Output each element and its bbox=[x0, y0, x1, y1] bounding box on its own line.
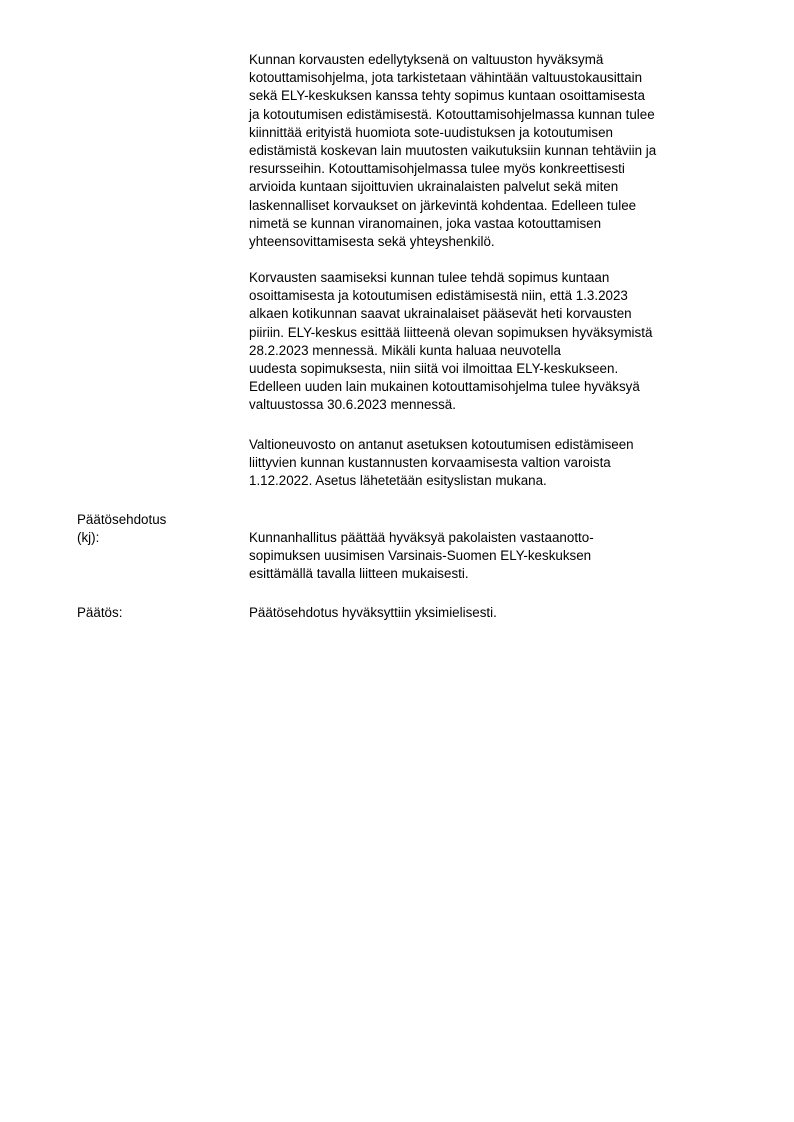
proposal-label-line: (kj): bbox=[77, 530, 100, 546]
proposal-text bbox=[249, 529, 749, 584]
text-line: kotouttamisohjelma, jota tarkistetaan vähintään valtuustokausittain bbox=[249, 70, 643, 86]
text-line: edistämistä koskevan lain muutosten vaikutuksiin kunnan tehtäviin ja bbox=[249, 143, 657, 159]
decision-label-text: Päätös: bbox=[77, 605, 123, 620]
text-line: kiinnittää erityistä huomiota sote-uudistuksen ja kotoutumisen bbox=[249, 124, 613, 140]
text-line: piiriin. ELY-keskus esittää liitteenä olevan sopimuksen hyväksymistä bbox=[249, 324, 653, 340]
text-line: uudesta sopimuksesta, niin siitä voi ilmoittaa ELY-keskukseen. bbox=[249, 361, 619, 377]
body-paragraph-compensation-conditions bbox=[249, 51, 749, 251]
decision-text bbox=[249, 604, 749, 622]
text-line: Kunnanhallitus päättää hyväksyä pakolaisten vastaanotto- bbox=[249, 530, 594, 545]
text-line: laskennalliset korvaukset on järkevintä kohdentaa. Edelleen tulee bbox=[249, 197, 637, 213]
text-line: Kunnan korvausten edellytyksenä on valtuuston hyväksymä bbox=[249, 52, 604, 67]
text-line: esittämällä tavalla liitteen mukaisesti. bbox=[249, 566, 469, 582]
proposal-label-line: Päätösehdotus bbox=[77, 512, 167, 527]
text-line: 1.12.2022. Asetus lähetetään esityslistan mukana. bbox=[249, 473, 547, 489]
text-line: 28.2.2023 mennessä. Mikäli kunta haluaa neuvotella bbox=[249, 342, 561, 358]
text-line: liittyvien kunnan kustannusten korvaamisesta valtion varoista bbox=[249, 455, 611, 471]
decision-label bbox=[77, 604, 122, 622]
text-line: alkaen kotikunnan saavat ukrainalaiset pääsevät heti korvausten bbox=[249, 306, 632, 322]
proposal-label bbox=[77, 511, 166, 547]
decision-text-line: Päätösehdotus hyväksyttiin yksimielisesti. bbox=[249, 605, 497, 620]
text-line: osoittamisesta ja kotoutumisen edistämisestä niin, että 1.3.2023 bbox=[249, 288, 628, 304]
text-line: Edelleen uuden lain mukainen kotouttamisohjelma tulee hyväksyä bbox=[249, 379, 640, 395]
text-line: Korvausten saamiseksi kunnan tulee tehdä sopimus kuntaan bbox=[249, 270, 610, 285]
body-paragraph-agreement bbox=[249, 269, 749, 415]
text-line: Valtioneuvosto on antanut asetuksen kotoutumisen edistämiseen bbox=[249, 437, 634, 452]
text-line: resursseihin. Kotouttamisohjelmassa tulee myös konkreettisesti bbox=[249, 161, 625, 177]
body-paragraph-government-decree bbox=[249, 436, 749, 491]
text-line: sopimuksen uusimisen Varsinais-Suomen ELY-keskuksen bbox=[249, 548, 592, 564]
text-line: sekä ELY-keskuksen kanssa tehty sopimus kuntaan osoittamisesta bbox=[249, 88, 645, 104]
text-line: arvioida kuntaan sijoittuvien ukrainalaisten palvelut sekä miten bbox=[249, 179, 619, 195]
text-line: ja kotoutumisen edistämisestä. Kotouttamisohjelmassa kunnan tulee bbox=[249, 106, 655, 122]
text-line: valtuustossa 30.6.2023 mennessä. bbox=[249, 397, 456, 413]
text-line: yhteensovittamisesta sekä yhteyshenkilö. bbox=[249, 234, 495, 250]
text-line: nimetä se kunnan viranomainen, joka vastaa kotouttamisen bbox=[249, 215, 602, 231]
